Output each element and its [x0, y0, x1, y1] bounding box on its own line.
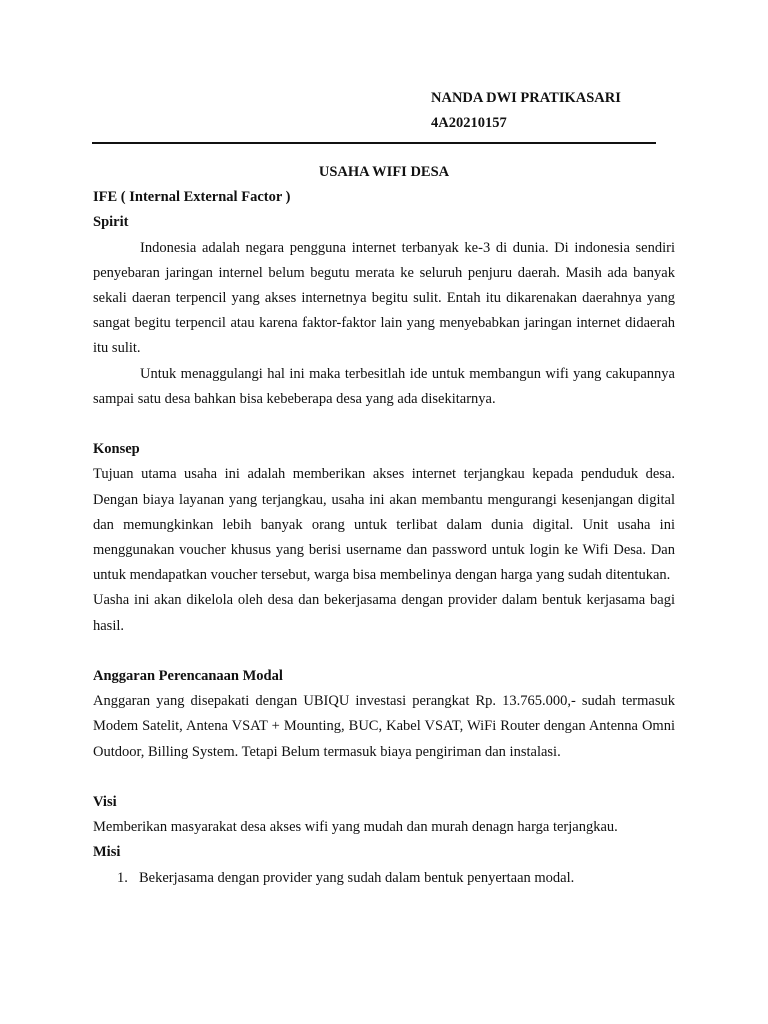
section-spacer [93, 639, 675, 664]
student-id: 4A20210157 [431, 115, 507, 131]
konsep-paragraph: Tujuan utama usaha ini adalah memberikan akses internet terjangkau kepada penduduk desa. Dengan biaya layanan yang terjangkau, usaha ini akan membantu mengurangi kesenjangan digital dan memungkinkan lebih banyak orang untuk terlibat dalam dunia digital. Unit usaha ini menggunakan voucher khusus yang berisi username dan password untuk login ke Wifi Desa. Dan untuk mendapatkan voucher tersebut, warga bisa membelinya dengan harga yang sudah ditentukan. [93, 466, 675, 584]
anggaran-paragraph: Anggaran yang disepakati dengan UBIQU investasi perangkat Rp. 13.765.000,- sudah termasuk Modem Satelit, Antena VSAT + Mounting, BUC, Kabel VSAT, WiFi Router dengan Antenna Omni Outdoor, Billing System. Tetapi Belum termasuk biaya pengiriman dan instalasi. [93, 693, 675, 760]
konsep-heading: Konsep [93, 441, 140, 458]
document-body [93, 160, 675, 891]
anggaran-heading: Anggaran Perencanaan Modal [93, 668, 283, 685]
document-title: USAHA WIFI DESA [318, 164, 450, 180]
misi-list [93, 866, 675, 891]
section-spacer [93, 412, 675, 437]
spirit-paragraph: Untuk menaggulangi hal ini maka terbesitlah ide untuk membangun wifi yang cakupannya sampai satu desa bahkan bisa kebeberapa desa yang ada disekitarnya. [93, 365, 675, 407]
konsep-paragraph: Uasha ini akan dikelola oleh desa dan bekerjasama dengan provider dalam bentuk kerjasama bagi hasil. [93, 592, 675, 634]
spirit-heading: Spirit [93, 214, 129, 231]
misi-heading: Misi [93, 844, 121, 861]
list-item-number: 1. [117, 869, 128, 886]
author-block [431, 86, 621, 136]
visi-paragraph: Memberikan masyarakat desa akses wifi yang mudah dan murah denagn harga terjangkau. [93, 819, 618, 836]
list-item [93, 866, 675, 891]
header-divider [92, 142, 656, 144]
section-spacer [93, 765, 675, 790]
author-name: NANDA DWI PRATIKASARI [431, 90, 621, 106]
visi-heading: Visi [93, 794, 117, 811]
list-item-text: Bekerjasama dengan provider yang sudah dalam bentuk penyertaan modal. [139, 869, 575, 886]
spirit-paragraph: Indonesia adalah negara pengguna internet terbanyak ke-3 di dunia. Di indonesia sendiri penyebaran jaringan internel belum begutu merata ke seluruh penjuru daerah. Masih ada banyak sekali daeran terpencil yang akses internetnya begitu sulit. Entah itu dikarenakan daerahnya yang sangat begitu terpencil atau karena faktor-faktor lain yang menyebabkan jaringan internet didaerah itu sulit. [93, 239, 675, 357]
ife-heading: IFE ( Internal External Factor ) [93, 189, 291, 206]
